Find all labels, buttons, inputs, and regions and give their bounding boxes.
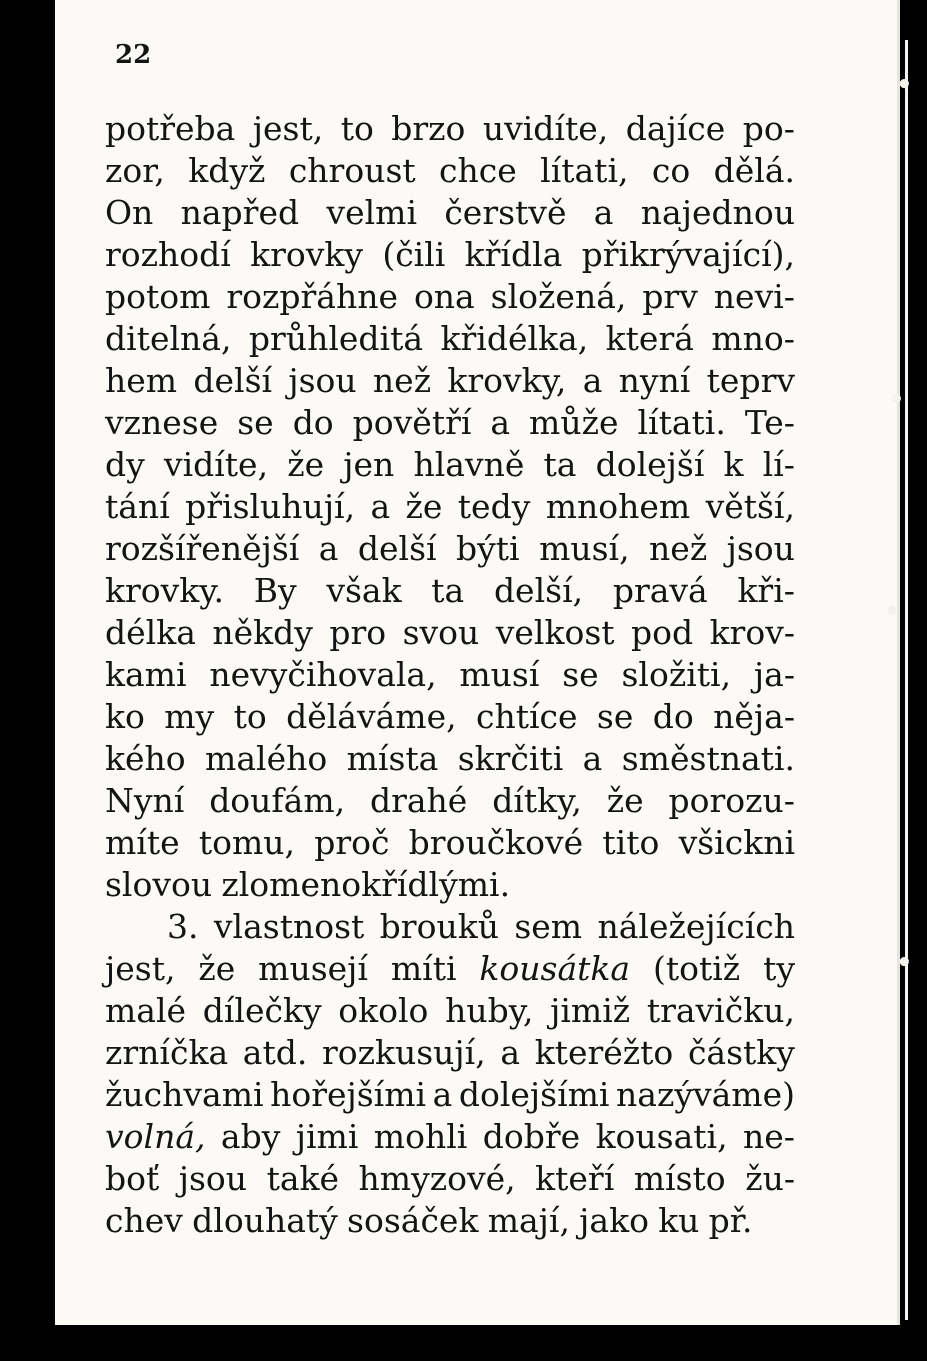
word: sem xyxy=(514,907,583,946)
text-line xyxy=(105,360,795,402)
word: rozhodí xyxy=(105,235,231,274)
body-text xyxy=(105,108,795,1242)
word: vidíte, xyxy=(163,445,269,484)
word: chtíce xyxy=(475,697,578,736)
word: delší xyxy=(357,529,437,568)
word: (totiž xyxy=(652,949,741,988)
word: rozkusují, xyxy=(321,1033,486,1072)
word: rozšířenější xyxy=(105,529,300,568)
word: kři- xyxy=(737,571,795,610)
word: místo xyxy=(633,1159,726,1198)
text-line xyxy=(105,108,795,150)
word: ja- xyxy=(753,655,795,694)
word: boť xyxy=(105,1159,160,1198)
text-line xyxy=(105,948,795,990)
word: nevi- xyxy=(713,277,795,316)
word: tito xyxy=(602,823,660,862)
word: aby xyxy=(220,1117,281,1156)
word: musí xyxy=(459,655,540,694)
word: brzo xyxy=(391,109,466,148)
word: a xyxy=(370,487,391,526)
word: kteréžto xyxy=(534,1033,674,1072)
word: žu- xyxy=(745,1159,795,1198)
word: že xyxy=(606,781,644,820)
word: ta xyxy=(431,571,465,610)
word: něja- xyxy=(713,697,795,736)
page-edge-line xyxy=(905,40,908,1320)
word: děláváme, xyxy=(286,697,457,736)
word: najednou xyxy=(640,193,795,232)
text-line xyxy=(105,234,795,276)
word: př. xyxy=(708,1201,753,1240)
word: musejí xyxy=(258,949,368,988)
word: nevyčihovala, xyxy=(209,655,437,694)
word: malé xyxy=(105,991,187,1030)
word: složená, xyxy=(490,277,627,316)
text-line xyxy=(105,864,795,906)
word: prv xyxy=(642,277,698,316)
word: kého xyxy=(105,739,186,778)
text-line xyxy=(105,528,795,570)
word: jimi xyxy=(295,1117,359,1156)
word: že xyxy=(405,487,443,526)
word: a xyxy=(582,361,603,400)
word: žuchvami xyxy=(105,1075,264,1114)
word: tání xyxy=(105,487,170,526)
word: do xyxy=(292,403,334,442)
word: délka xyxy=(105,613,196,652)
word: chroust xyxy=(288,151,416,190)
word: okolo xyxy=(338,991,429,1030)
word: jako xyxy=(579,1201,649,1240)
word: větší, xyxy=(705,487,795,526)
word: kousátka xyxy=(479,949,631,988)
word: chev xyxy=(105,1201,183,1240)
word: ditelná, xyxy=(105,319,232,358)
text-line xyxy=(105,906,795,948)
word: volná, xyxy=(105,1117,206,1156)
text-line xyxy=(105,1200,795,1242)
word: travičku, xyxy=(646,991,795,1030)
word: se xyxy=(237,403,274,442)
word: hem xyxy=(105,361,178,400)
word: se xyxy=(562,655,599,694)
text-line xyxy=(105,1158,795,1200)
word: míti xyxy=(390,949,457,988)
text-line xyxy=(105,486,795,528)
word: než xyxy=(649,529,708,568)
word: krovky. xyxy=(105,571,225,610)
edge-mark-4: • xyxy=(896,948,913,978)
word: než xyxy=(372,361,432,400)
word: a xyxy=(500,1033,521,1072)
word: lítati. xyxy=(637,403,726,442)
word: ku xyxy=(658,1201,700,1240)
word: jsou xyxy=(288,361,357,400)
word: jsou xyxy=(178,1159,248,1198)
text-line xyxy=(105,402,795,444)
word: mnohem xyxy=(545,487,691,526)
word: jest, xyxy=(105,949,176,988)
word: ty xyxy=(763,949,795,988)
word: tomu, xyxy=(198,823,296,862)
word: jsou xyxy=(726,529,795,568)
word: zlomenokřídlými. xyxy=(221,865,511,904)
word: kteří xyxy=(535,1159,615,1198)
word: 3. xyxy=(167,907,199,946)
word: lí- xyxy=(762,445,795,484)
word: částky xyxy=(687,1033,795,1072)
word: tedy xyxy=(457,487,531,526)
word: a xyxy=(593,193,614,232)
word: porozu- xyxy=(668,781,795,820)
word: huby, xyxy=(445,991,534,1030)
word: proč xyxy=(314,823,390,862)
word: hlavně xyxy=(413,445,525,484)
word: kami xyxy=(105,655,187,694)
word: to xyxy=(340,109,374,148)
word: sosáček xyxy=(347,1201,479,1240)
word: my xyxy=(164,697,215,736)
text-line xyxy=(105,276,795,318)
word: musí, xyxy=(539,529,630,568)
text-line xyxy=(105,570,795,612)
word: atd. xyxy=(242,1033,308,1072)
word: jest, xyxy=(252,109,324,148)
word: směstnati. xyxy=(621,739,795,778)
edge-mark-3: • xyxy=(884,597,901,627)
word: skrčiti xyxy=(457,739,564,778)
text-line xyxy=(105,1116,795,1158)
word: brouků xyxy=(379,907,499,946)
word: slovou xyxy=(105,865,213,904)
word: potřeba xyxy=(105,109,236,148)
word: a xyxy=(318,529,339,568)
word: vlastnost xyxy=(213,907,365,946)
word: velkost xyxy=(495,613,615,652)
word: svou xyxy=(402,613,480,652)
word: malého xyxy=(205,739,328,778)
word: jen xyxy=(343,445,395,484)
word: dítky, xyxy=(492,781,582,820)
word: křidélka, xyxy=(440,319,589,358)
word: když xyxy=(188,151,266,190)
word: zor, xyxy=(105,151,165,190)
text-line xyxy=(105,654,795,696)
word: krov- xyxy=(709,613,795,652)
word: dělá. xyxy=(713,151,795,190)
edge-mark-1: • xyxy=(896,70,913,100)
word: ko xyxy=(105,697,145,736)
word: po- xyxy=(742,109,795,148)
word: dlouhatý xyxy=(192,1201,338,1240)
text-line xyxy=(105,738,795,780)
word: přisluhují, xyxy=(185,487,356,526)
word: broučkové xyxy=(408,823,584,862)
word: pravá xyxy=(612,571,708,610)
word: přikrývající), xyxy=(581,235,795,274)
word: do xyxy=(652,697,694,736)
word: mají, xyxy=(487,1201,570,1240)
word: doufám, xyxy=(209,781,346,820)
word: krovky, xyxy=(447,361,567,400)
word: dy xyxy=(105,445,145,484)
text-line xyxy=(105,150,795,192)
word: a xyxy=(432,1075,453,1114)
word: jimiž xyxy=(550,991,631,1030)
word: mohli xyxy=(373,1117,468,1156)
word: že xyxy=(287,445,325,484)
word: dílečky xyxy=(202,991,322,1030)
word: napřed xyxy=(180,193,300,232)
word: hořejšími xyxy=(270,1075,427,1114)
word: nyní xyxy=(618,361,691,400)
text-line xyxy=(105,696,795,738)
word: (čili xyxy=(382,235,446,274)
word: čerstvě xyxy=(444,193,567,232)
word: a xyxy=(490,403,511,442)
word: kousati, xyxy=(595,1117,728,1156)
word: On xyxy=(105,193,154,232)
word: která xyxy=(605,319,694,358)
word: křídla xyxy=(464,235,563,274)
word: Nyní xyxy=(105,781,185,820)
word: však xyxy=(326,571,402,610)
word: hmyzové, xyxy=(358,1159,516,1198)
word: dolejší xyxy=(595,445,705,484)
word: uvidíte, xyxy=(482,109,609,148)
word: velmi xyxy=(326,193,417,232)
word: lítati, xyxy=(540,151,629,190)
text-line xyxy=(105,612,795,654)
text-line xyxy=(105,1074,795,1116)
word: delší, xyxy=(493,571,584,610)
word: průhleditá xyxy=(248,319,424,358)
text-line xyxy=(105,444,795,486)
word: teprv xyxy=(706,361,795,400)
word: By xyxy=(253,571,297,610)
word: rozpřáhne xyxy=(226,277,398,316)
word: někdy xyxy=(212,613,313,652)
word: vznese xyxy=(105,403,219,442)
word: dajíce xyxy=(625,109,726,148)
word: chce xyxy=(439,151,517,190)
edge-mark-2: • xyxy=(888,385,905,415)
word: ona xyxy=(413,277,475,316)
word: náležejících xyxy=(597,907,795,946)
word: složiti, xyxy=(621,655,732,694)
word: k xyxy=(723,445,744,484)
word: dobře xyxy=(482,1117,581,1156)
word: a xyxy=(582,739,603,778)
word: ta xyxy=(543,445,577,484)
text-line xyxy=(105,1032,795,1074)
word: drahé xyxy=(369,781,468,820)
text-line xyxy=(105,780,795,822)
word: potom xyxy=(105,277,211,316)
word: co xyxy=(651,151,691,190)
word: pod xyxy=(630,613,694,652)
word: ne- xyxy=(743,1117,795,1156)
word: nazýváme) xyxy=(616,1075,795,1114)
word: krovky xyxy=(250,235,364,274)
word: zrníčka xyxy=(105,1033,229,1072)
word: dolejšími xyxy=(458,1075,610,1114)
word: to xyxy=(233,697,267,736)
text-line xyxy=(105,192,795,234)
word: míte xyxy=(105,823,180,862)
word: místa xyxy=(346,739,439,778)
word: všickni xyxy=(678,823,795,862)
text-line xyxy=(105,822,795,864)
word: býti xyxy=(456,529,520,568)
text-line xyxy=(105,990,795,1032)
word: se xyxy=(596,697,634,736)
page-number: 22 xyxy=(115,40,152,70)
word: že xyxy=(198,949,236,988)
word: může xyxy=(529,403,619,442)
word: mno- xyxy=(711,319,795,358)
word: povětří xyxy=(352,403,472,442)
word: také xyxy=(266,1159,340,1198)
word: pro xyxy=(329,613,387,652)
word: delší xyxy=(193,361,273,400)
word: Te- xyxy=(744,403,795,442)
text-line xyxy=(105,318,795,360)
